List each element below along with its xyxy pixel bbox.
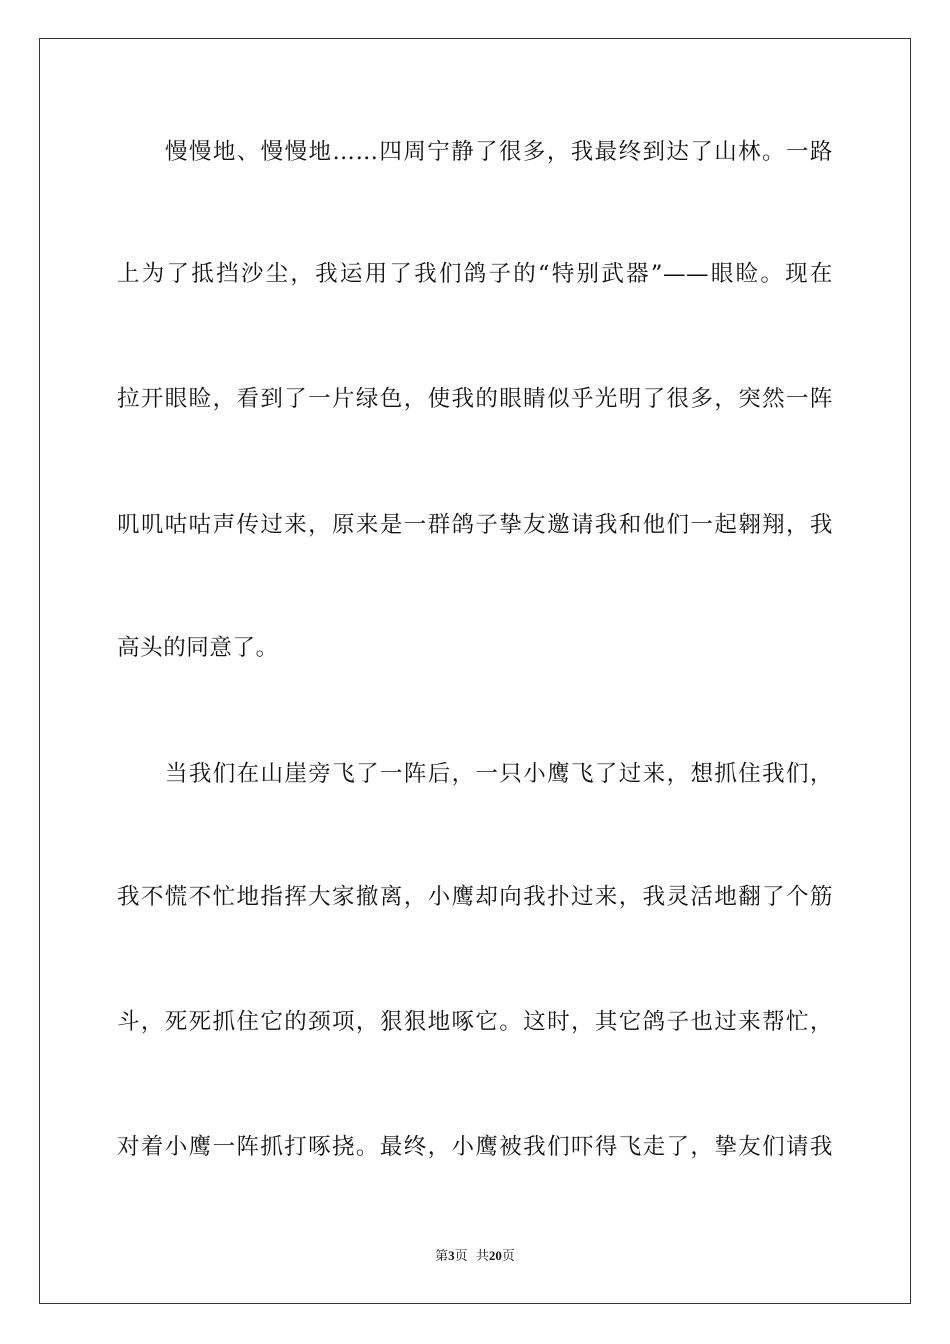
- page-footer: [0, 1247, 950, 1266]
- footer-mid: 页 共: [454, 1249, 489, 1264]
- paragraph-1-line-4: 叽叽咕咕声传过来，原来是一群鸽子挚友邀请我和他们一起翱翔，我: [117, 512, 833, 538]
- paragraph-1-line-2: 上为了抵挡沙尘，我运用了我们鸽子的“特别武器”——眼睑。现在: [117, 261, 833, 287]
- paragraph-1-line-1: 慢慢地、慢慢地……四周宁静了很多，我最终到达了山林。一路: [165, 139, 833, 165]
- current-page-number: 3: [448, 1248, 455, 1263]
- paragraph-2-line-1: 当我们在山崖旁飞了一阵后，一只小鹰飞了过来，想抓住我们，: [165, 761, 833, 787]
- footer-prefix: 第: [435, 1249, 449, 1264]
- paragraph-2-line-3: 斗，死死抓住它的颈项，狠狠地啄它。这时，其它鸽子也过来帮忙，: [117, 1009, 833, 1035]
- paragraph-1-line-5: 高头的同意了。: [117, 635, 279, 661]
- paragraph-2-line-4: 对着小鹰一阵抓打啄挠。最终，小鹰被我们吓得飞走了，挚友们请我: [117, 1134, 833, 1160]
- page-border: [39, 38, 911, 1304]
- footer-suffix: 页: [501, 1249, 515, 1264]
- paragraph-2-line-2: 我不慌不忙地指挥大家撤离，小鹰却向我扑过来，我灵活地翻了个筋: [117, 884, 833, 910]
- total-page-count: 20: [488, 1248, 502, 1263]
- paragraph-1-line-3: 拉开眼睑，看到了一片绿色，使我的眼睛似乎光明了很多，突然一阵: [117, 386, 833, 412]
